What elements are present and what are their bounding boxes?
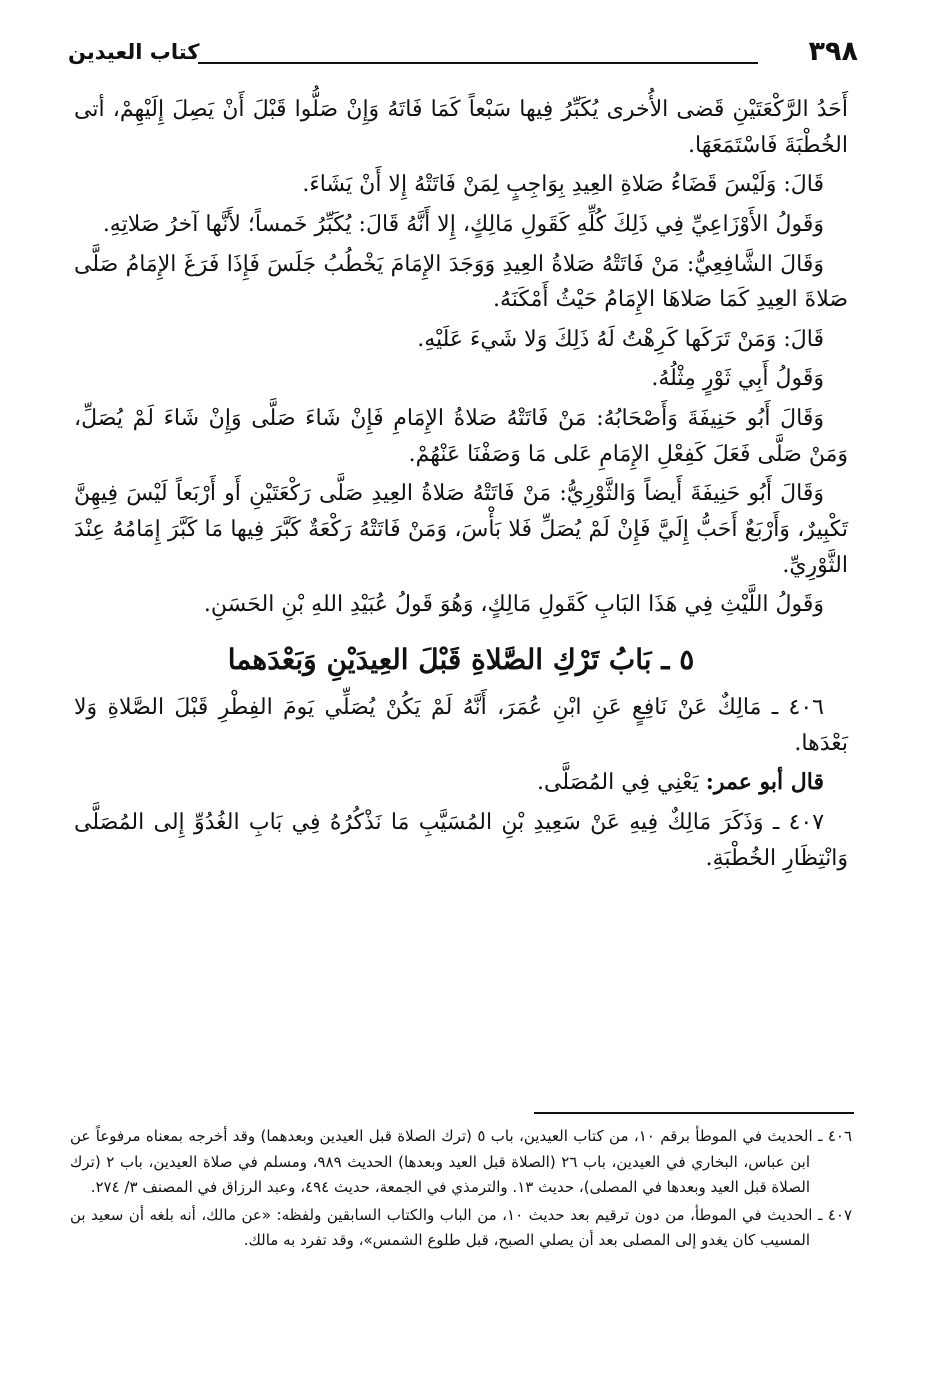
paragraph: وَقَولُ أَبِي ثَوْرٍ مِثْلُهُ. — [651, 366, 824, 392]
paragraph: أَحَدُ الرَّكْعَتَيْنِ قَضى الأُخرى يُكَبِّرُ فِيها سَبْعاً كَمَا فَاتَهُ وَإِنْ صَلُّوا قَبْلَ أَنْ يَصِلَ إِلَيْهِمْ، أتى الخُطْبَةَ فَاسْتَمَعَهَا. — [74, 97, 848, 158]
paragraph: وَقَولُ اللَّيْثِ فِي هَذَا البَابِ كَقَولِ مَالِكٍ، وَهُوَ قَولُ عُبَيْدِ اللهِ بْنِ الحَسَنِ. — [203, 592, 824, 618]
paragraph: وَقَالَ أَبُو حَنِيفَةَ أَيضاً وَالثَّوْرِيُّ: مَنْ فَاتَتْهُ صَلاةُ العِيدِ صَلَّى رَكْعَتَيْنِ أَو أَرْبَعاً لَيْسَ فِيهِنَّ تَكْبِيرٌ، وَأَرْبَعٌ أَحَبُّ إِلَيَّ فَإِنْ لَمْ يُصَلِّ فَلا بَأْسَ، وَمَنْ فَاتَتْهُ رَكْعَةٌ كَبَّرَ فِيها مَا كَبَّرَ إِمَامُهُ عِنْدَ الثَّوْرِيِّ. — [74, 481, 848, 578]
section-heading: ٥ ـ بَابُ تَرْكِ الصَّلاةِ قَبْلَ العِيدَيْنِ وَبَعْدَهما — [227, 642, 695, 676]
paragraph: قَالَ: وَلَيْسَ قَضَاءُ صَلاةِ العِيدِ بِوَاجِبٍ لِمَنْ فَاتَتْهُ إِلا أَنْ يَشَاءَ. — [302, 172, 824, 198]
book-title: كتاب العيدين — [68, 40, 200, 64]
paragraph: قَالَ: وَمَنْ تَرَكَها كَرِهْتُ لَهُ ذَلِكَ وَلا شَيءَ عَلَيْهِ. — [417, 326, 824, 352]
hadith-406: ٤٠٦ ـ مَالِكٌ عَنْ نَافِعٍ عَنِ ابْنِ عُمَرَ، أَنَّهُ لَمْ يَكُنْ يُصَلِّي يَومَ الفِطْرِ قَبْلَ الصَّلاةِ وَلا بَعْدَها. — [74, 695, 848, 756]
footnotes — [70, 1124, 852, 1256]
header-rule — [198, 62, 758, 64]
footnote-separator — [534, 1112, 854, 1114]
paragraph: وَقَالَ الشَّافِعِيُّ: مَنْ فَاتَتْهُ صَلاةُ العِيدِ وَوَجَدَ الإِمَامَ يَخْطُبُ جَلَسَ فَإِذَا فَرَغَ الإِمَامُ صَلَّى صَلاةَ العِيدِ كَمَا صَلاهَا الإِمَامُ حَيْثُ أَمْكَنَهُ. — [74, 251, 848, 313]
speaker-label: قال أبو عمر: — [705, 769, 824, 796]
page-number: ٣٩٨ — [808, 36, 858, 67]
main-text — [74, 92, 848, 880]
paragraph: وَقَولُ الأَوْزَاعِيِّ فِي ذَلِكَ كُلِّهِ كَقَولِ مَالِكٍ، إِلا أَنَّهُ قَالَ: يُكَبِّرُ خَمساً؛ لأَنَّها آخرُ صَلاتِهِ. — [102, 211, 824, 237]
commentary-paragraph — [74, 765, 848, 801]
paragraph: وَقَالَ أَبُو حَنِيفَةَ وَأَصْحَابُهُ: مَنْ فَاتَتْهُ صَلاةُ الإِمَامِ فَإِنْ شَاءَ صَلَّى وَإِنْ شَاءَ لَمْ يُصَلِّ، وَمَنْ صَلَّى فَعَلَ كَفِعْلِ الإِمَامِ عَلى مَا وَصَفْنَا عَنْهُمْ. — [74, 406, 848, 467]
footnote-406: ٤٠٦ ـ الحديث في الموطأ برقم ١٠، من كتاب العيدين، باب ٥ (ترك الصلاة قبل العيدين وبعدهما) وقد أخرجه بمعناه مرفوعاً عن ابن عباس، البخاري في العيدين، باب ٢٦ (الصلاة قبل العيد وبعدها) الحديث ٩٨٩، ومسلم في صلاة العيدين، باب ٢ (ترك الصلاة قبل العيد وبعدها في المصلى)، حديث ١٣. والترمذي في الجمعة، حديث ٤٩٤، وعبد الرزاق في المصنف ٣/ ٢٧٤. — [70, 1127, 852, 1196]
footnote-407: ٤٠٧ ـ الحديث في الموطأ، من دون ترقيم بعد حديث ١٠، من الباب والكتاب السابقين ولفظه: «عن مالك، أنه بلغه أن سعيد بن المسيب كان يغدو إلى المصلى بعد أن يصلي الصبح، قبل طلوع الشمس»، وقد تفرد به مالك. — [70, 1205, 853, 1249]
running-header — [68, 36, 858, 76]
commentary-text: يَعْنِي فِي المُصَلَّى. — [536, 770, 706, 796]
hadith-407: ٤٠٧ ـ وَذَكَرَ مَالِكٌ فِيهِ عَنْ سَعِيدِ بْنِ المُسَيَّبِ مَا نَذْكُرُهُ فِي بَابِ الغُدُوِّ إِلى المُصَلَّى وَانْتِظَارِ الخُطْبَةِ. — [74, 809, 848, 871]
